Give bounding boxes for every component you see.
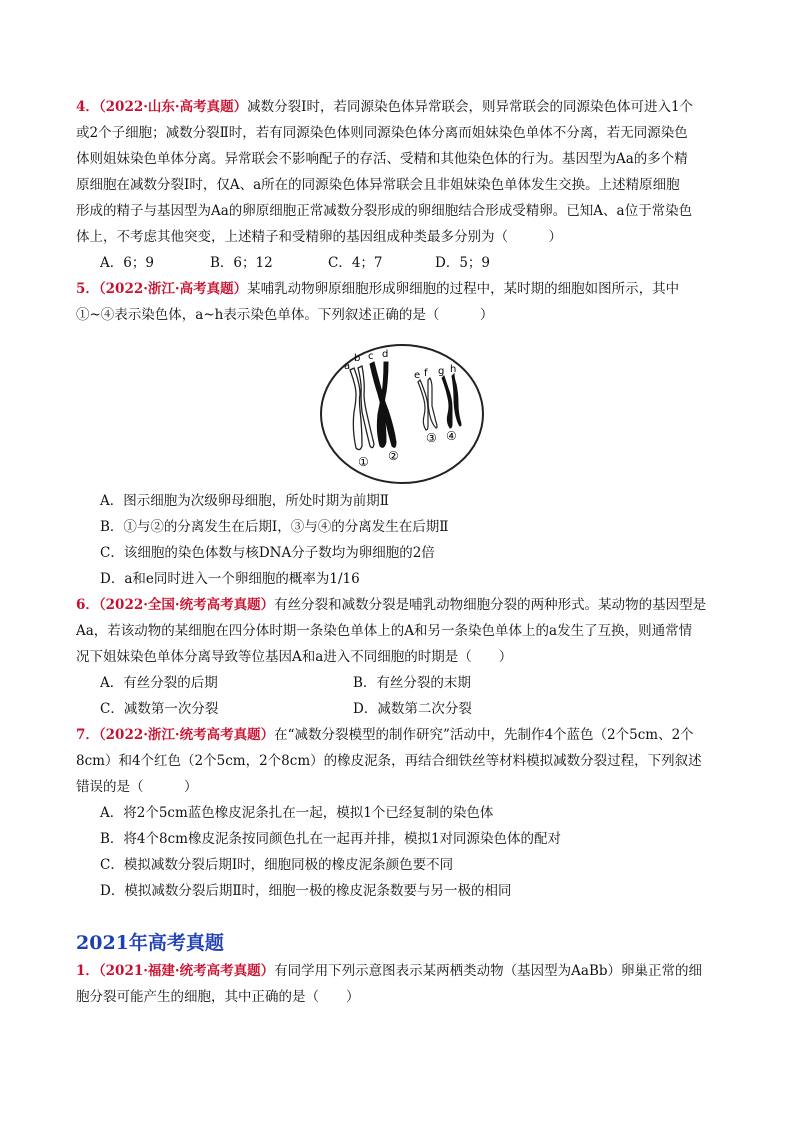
chromatid-label: h	[450, 364, 457, 375]
question-text: 8cm）和4个红色（2个5cm，2个8cm）的橡皮泥条，再结合细铁丝等材料模拟减数分裂过程，下列叙述	[76, 753, 702, 769]
chromosome-label: ③	[426, 431, 437, 445]
option-b[interactable]: B．6；12	[210, 255, 273, 271]
question-source: （2022·浙江·统考高考真题）	[98, 727, 275, 743]
question-text: 胞分裂可能产生的细胞，其中正确的是（ ）	[76, 989, 360, 1005]
question-source: （2021·福建·统考高考真题）	[98, 963, 275, 979]
chromosome-1	[350, 366, 374, 450]
question-number: 6．	[76, 597, 99, 613]
question-text: 减数分裂Ⅰ时，若同源染色体异常联会，则异常联会的同源染色体可进入1个	[247, 99, 694, 115]
chromosome-2	[370, 362, 396, 447]
question-text: 有丝分裂和减数分裂是哺乳动物细胞分裂的两种形式。某动物的基因型是	[274, 597, 707, 613]
question-text: 体则姐妹染色单体分离。异常联会不影响配子的存活、受精和其他染色体的行为。基因型为Aa的多个精	[76, 151, 688, 167]
option-a[interactable]: A．将2个5cm蓝色橡皮泥条扎在一起，模拟1个已经复制的染色体	[100, 805, 494, 821]
option-d[interactable]: D．模拟减数分裂后期Ⅱ时，细胞一极的橡皮泥条数要与另一极的相同	[100, 883, 512, 899]
question-text: 错误的是（ ）	[76, 779, 198, 795]
question-text: 有同学用下列示意图表示某两栖类动物（基因型为AaBb）卵巢正常的细	[274, 963, 703, 979]
chromosome-3	[418, 378, 437, 430]
question-source: （2022·全国·统考高考真题）	[98, 597, 275, 613]
question-text: Aa，若该动物的某细胞在四分体时期一条染色单体上的A和另一条染色单体上的a发生了互换，则通常情	[76, 623, 693, 639]
question-number: 7．	[76, 727, 99, 743]
chromosome-4	[442, 374, 461, 428]
chromatid-label: e	[414, 370, 421, 381]
cell-diagram	[318, 342, 486, 486]
cell-diagram-svg	[318, 342, 486, 486]
chromatid-label: a	[344, 361, 351, 372]
question-text: 形成的精子与基因型为Aa的卵原细胞正常减数分裂形成的卵细胞结合形成受精卵。已知A、a位于常染色	[76, 203, 693, 219]
option-d[interactable]: D．a和e同时进入一个卵细胞的概率为1/16	[100, 571, 360, 587]
question-number: 5．	[76, 281, 99, 297]
chromatid-label: b	[354, 353, 361, 364]
chromatid-label: f	[424, 368, 428, 379]
question-text: 某哺乳动物卵原细胞形成卵细胞的过程中，某时期的细胞如图所示，其中	[247, 281, 680, 297]
question-7	[76, 722, 726, 800]
chromatid-label: g	[438, 366, 445, 377]
question-text: 体上，不考虑其他突变，上述精子和受精卵的基因组成种类最多分别为（ ）	[76, 229, 562, 245]
chromosome-label: ④	[446, 429, 457, 443]
option-c[interactable]: C．模拟减数分裂后期Ⅰ时，细胞同极的橡皮泥条颜色要不同	[100, 857, 454, 873]
option-a[interactable]: A．6；9	[100, 255, 154, 271]
question-number: 1．	[76, 963, 99, 979]
chromosome-label: ②	[388, 449, 399, 463]
option-c[interactable]: C．4；7	[328, 255, 383, 271]
option-d[interactable]: D．减数第二次分裂	[353, 701, 472, 717]
question-text: ①~④表示染色体，a~h表示染色单体。下列叙述正确的是（ ）	[76, 307, 494, 323]
chromatid-label: c	[368, 351, 374, 362]
option-d[interactable]: D．5；9	[435, 255, 491, 271]
question-6	[76, 592, 726, 670]
question-text: 况下姐妹染色单体分离导致等位基因A和a进入不同细胞的时期是（ ）	[76, 649, 513, 665]
question-5	[76, 276, 726, 328]
question-4	[76, 94, 726, 250]
question-number: 4．	[76, 99, 99, 115]
option-a[interactable]: A．有丝分裂的后期	[100, 675, 218, 691]
option-b[interactable]: B．有丝分裂的末期	[353, 675, 471, 691]
question-text: 在“减数分裂模型的制作研究”活动中，先制作4个蓝色（2个5cm、2个	[274, 727, 694, 743]
question-source: （2022·浙江·高考真题）	[98, 281, 248, 297]
section-title: 2021年高考真题	[76, 932, 224, 954]
option-c[interactable]: C．该细胞的染色体数与核DNA分子数均为卵细胞的2倍	[100, 545, 435, 561]
question-source: （2022·山东·高考真题）	[98, 99, 248, 115]
option-c[interactable]: C．减数第一次分裂	[100, 701, 219, 717]
question-2021-1	[76, 958, 726, 1010]
question-text: 原细胞在减数分裂Ⅰ时，仅A、a所在的同源染色体异常联会且非姐妹染色单体发生交换。上述精原细胞	[76, 177, 680, 193]
chromatid-label: d	[382, 349, 389, 360]
option-a[interactable]: A．图示细胞为次级卵母细胞，所处时期为前期Ⅱ	[100, 493, 389, 509]
option-b[interactable]: B．将4个8cm橡皮泥条按同颜色扎在一起再并排，模拟1对同源染色体的配对	[100, 831, 562, 847]
chromosome-label: ①	[358, 455, 369, 469]
question-text: 或2个子细胞；减数分裂Ⅱ时，若有同源染色体则同源染色体分离而姐妹染色单体不分离，若无同源染色	[76, 125, 688, 141]
option-b[interactable]: B．①与②的分离发生在后期Ⅰ，③与④的分离发生在后期Ⅱ	[100, 519, 449, 535]
